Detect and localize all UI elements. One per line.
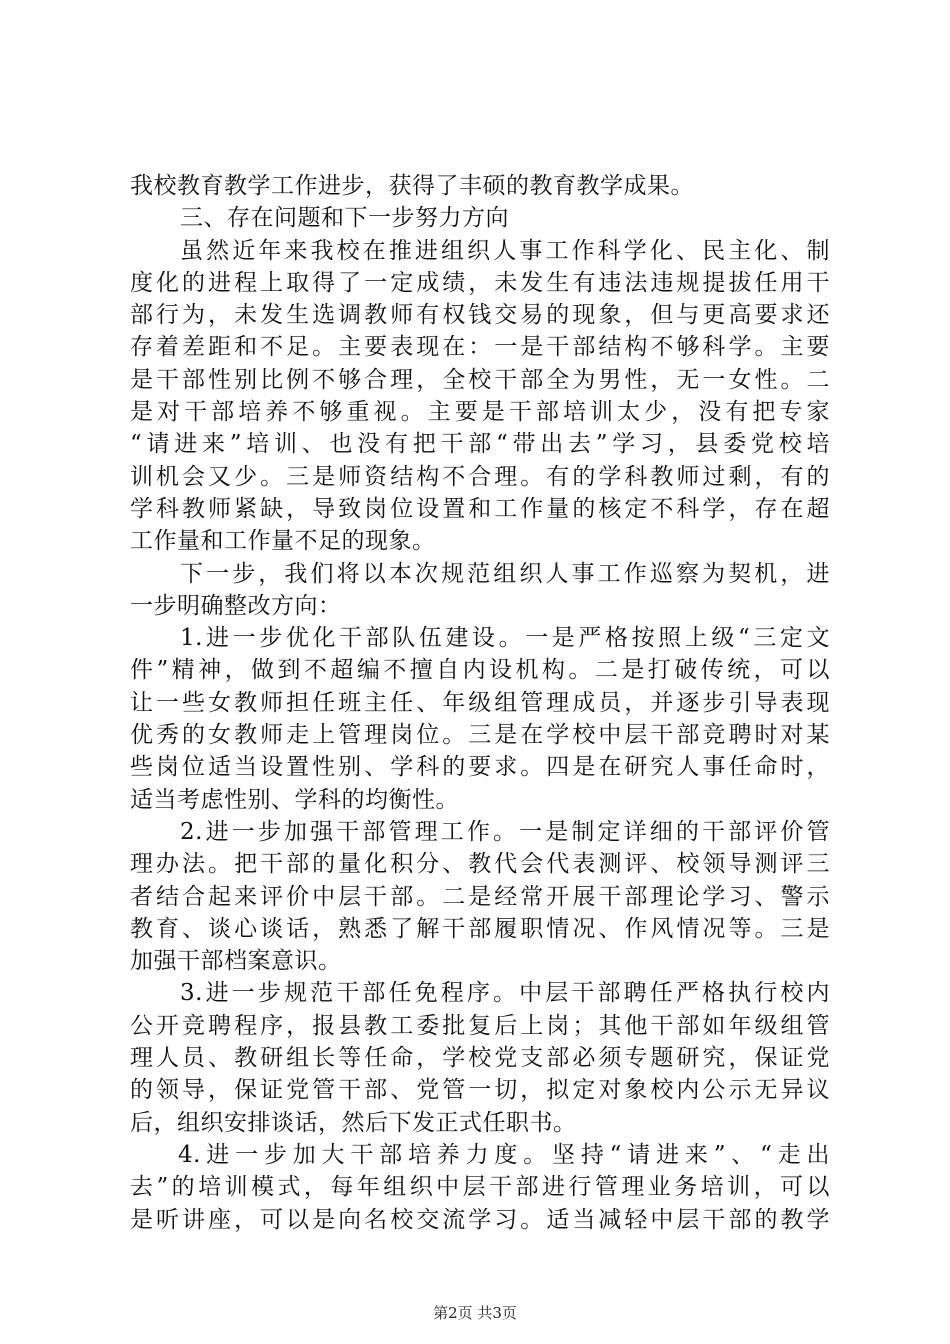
paragraph-line: 是听讲座，可以是向名校交流学习。适当减轻中层干部的教学 (130, 1206, 830, 1233)
paragraph-line: 适当考虑性别、学科的均衡性。 (130, 786, 459, 813)
list-item-line: 1.进一步优化干部队伍建设。一是严格按照上级“三定文 (180, 625, 830, 652)
paragraph-line: 下一步，我们将以本次规范组织人事工作巡察为契机，进 (180, 560, 830, 587)
list-item-line: 2.进一步加强干部管理工作。一是制定详细的干部评价管 (180, 818, 830, 845)
paragraph-line: 件”精神，做到不超编不擅自内设机构。二是打破传统，可以 (130, 657, 830, 684)
paragraph-line: 是干部性别比例不够合理，全校干部全为男性，无一女性。二 (130, 366, 830, 393)
paragraph-line: 些岗位适当设置性别、学科的要求。四是在研究人事任命时， (130, 754, 830, 781)
paragraph-line: 学科教师紧缺，导致岗位设置和工作量的核定不科学，存在超 (130, 495, 830, 522)
paragraph-line: 存着差距和不足。主要表现在：一是干部结构不够科学。主要 (130, 334, 830, 361)
page-number-footer: 第2页 共3页 (433, 1304, 517, 1322)
list-item-line: 4.进一步加大干部培养力度。坚持“请进来”、“走出 (178, 1141, 830, 1168)
paragraph-line: 者结合起来评价中层干部。二是经常开展干部理论学习、警示 (130, 883, 830, 910)
paragraph-line: 让一些女教师担任班主任、年级组管理成员，并逐步引导表现 (130, 689, 830, 716)
document-body (130, 170, 830, 1236)
paragraph-line: 教育、谈心谈话，熟悉了解干部履职情况、作风情况等。三是 (130, 915, 830, 942)
list-item-line: 3.进一步规范干部任免程序。中层干部聘任严格执行校内 (180, 980, 830, 1007)
paragraph-line: 训机会又少。三是师资结构不合理。有的学科教师过剩，有的 (130, 463, 830, 490)
paragraph-line: 的领导，保证党管干部、党管一切，拟定对象校内公示无异议 (130, 1077, 830, 1104)
paragraph-line: 理办法。把干部的量化积分、教代会代表测评、校领导测评三 (130, 851, 830, 878)
paragraph-line: 部行为，未发生选调教师有权钱交易的现象，但与更高要求还 (130, 302, 830, 329)
paragraph-line: 度化的进程上取得了一定成绩，未发生有违法违规提拔任用干 (130, 269, 830, 296)
section-heading: 三、存在问题和下一步努力方向 (180, 205, 509, 232)
paragraph-line: 去”的培训模式，每年组织中层干部进行管理业务培训，可以 (130, 1174, 830, 1201)
paragraph-line: 是对干部培养不够重视。主要是干部培训太少，没有把专家 (130, 399, 830, 426)
paragraph-line: 我校教育教学工作进步，获得了丰硕的教育教学成果。 (130, 173, 694, 199)
paragraph-line: 后，组织安排谈话，然后下发正式任职书。 (130, 1109, 577, 1136)
paragraph-line: 工作量和工作量不足的现象。 (130, 528, 436, 555)
paragraph-line: 一步明确整改方向： (130, 592, 342, 619)
paragraph-line: 公开竞聘程序，报县教工委批复后上岗；其他干部如年级组管 (130, 1012, 830, 1039)
paragraph-line: 优秀的女教师走上管理岗位。三是在学校中层干部竞聘时对某 (130, 722, 830, 749)
paragraph-line: “请进来”培训、也没有把干部“带出去”学习，县委党校培 (130, 431, 830, 458)
paragraph-line: 理人员、教研组长等任命，学校党支部必须专题研究，保证党 (130, 1045, 830, 1072)
paragraph-line: 加强干部档案意识。 (130, 948, 342, 975)
paragraph-line: 虽然近年来我校在推进组织人事工作科学化、民主化、制 (180, 237, 830, 264)
